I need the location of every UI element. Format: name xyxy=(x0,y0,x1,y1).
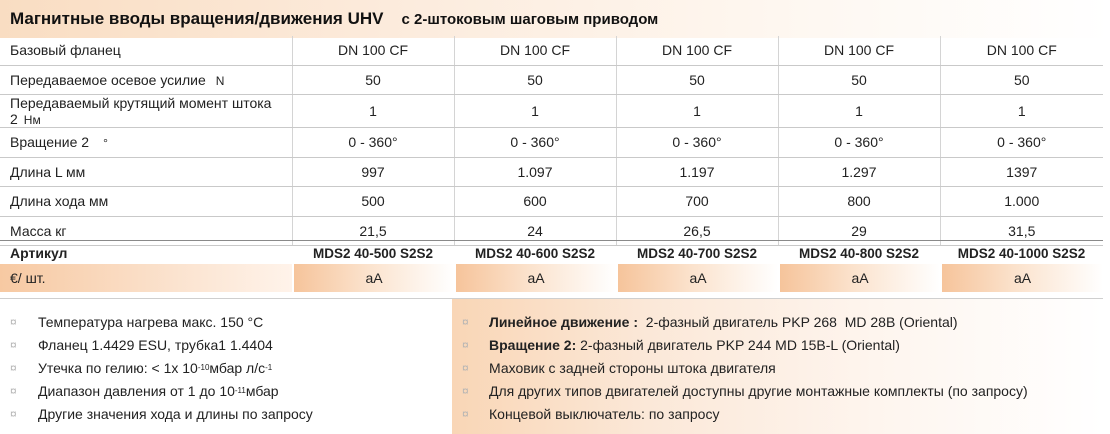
article-code: MDS2 40-1000 S2S2 xyxy=(957,245,1086,261)
bullet-icon: ¤ xyxy=(462,407,469,421)
spec-value: 1.000 xyxy=(940,187,1103,217)
spec-value: 50 xyxy=(940,65,1103,95)
spec-value: 50 xyxy=(292,65,454,95)
spec-value: 1 xyxy=(454,95,616,128)
note-item: ¤ Фланец 1.4429 ESU, трубка1 1.4404 xyxy=(10,337,273,353)
spec-label: Длина хода мм xyxy=(0,187,292,217)
spec-value: 50 xyxy=(454,65,616,95)
notes-section xyxy=(0,298,1103,434)
spec-label: Вращение 2 ° xyxy=(0,128,292,158)
price-value: aA xyxy=(618,264,778,292)
bullet-icon: ¤ xyxy=(10,407,17,421)
spec-value: 1.297 xyxy=(778,157,940,187)
price-value: aA xyxy=(942,264,1103,292)
spec-row-axial-force xyxy=(0,65,1103,95)
spec-value: 50 xyxy=(616,65,778,95)
article-code: MDS2 40-600 S2S2 xyxy=(474,245,596,261)
note-item: ¤ Концевой выключатель: по запросу xyxy=(462,406,720,422)
spec-value: 500 xyxy=(292,187,454,217)
bullet-icon: ¤ xyxy=(462,338,469,352)
bullet-icon: ¤ xyxy=(10,384,17,398)
spec-unit: N xyxy=(215,73,225,88)
spec-value: 26,5 xyxy=(616,216,778,246)
article-header-row xyxy=(0,240,1103,265)
price-value: aA xyxy=(780,264,940,292)
bullet-icon: ¤ xyxy=(10,315,17,329)
spec-row-torque xyxy=(0,95,1103,128)
note-item: ¤ Температура нагрева макс. 150 °C xyxy=(10,314,264,330)
spec-value: 0 - 360° xyxy=(616,128,778,158)
price-value: aA xyxy=(294,264,454,292)
note-item: ¤ Другие значения хода и длины по запросу xyxy=(10,406,313,422)
title-band xyxy=(0,0,1110,38)
article-label: Артикул xyxy=(10,245,68,261)
article-code: MDS2 40-500 S2S2 xyxy=(312,245,434,261)
notes-left-column xyxy=(0,299,452,434)
spec-table xyxy=(0,36,1103,246)
article-code: MDS2 40-800 S2S2 xyxy=(798,245,920,261)
spec-label: Базовый фланец xyxy=(0,36,292,65)
spec-label: Передаваемое осевое усилие N xyxy=(0,65,292,95)
spec-value: DN 100 CF xyxy=(454,36,616,65)
spec-label: Передаваемый крутящий момент штока 2 Нм xyxy=(0,95,292,128)
spec-row-length xyxy=(0,157,1103,187)
spec-value: DN 100 CF xyxy=(778,36,940,65)
spec-row-flange xyxy=(0,36,1103,65)
spec-value: 50 xyxy=(778,65,940,95)
spec-value: 29 xyxy=(778,216,940,246)
bullet-icon: ¤ xyxy=(10,361,17,375)
spec-value: 1397 xyxy=(940,157,1103,187)
spec-value: DN 100 CF xyxy=(940,36,1103,65)
article-code: MDS2 40-700 S2S2 xyxy=(636,245,758,261)
spec-value: 0 - 360° xyxy=(292,128,454,158)
spec-value: 1 xyxy=(940,95,1103,128)
spec-value: 1 xyxy=(778,95,940,128)
spec-value: 1.197 xyxy=(616,157,778,187)
spec-value: 997 xyxy=(292,157,454,187)
spec-value: 21,5 xyxy=(292,216,454,246)
spec-value: 1 xyxy=(616,95,778,128)
bullet-icon: ¤ xyxy=(462,315,469,329)
bullet-icon: ¤ xyxy=(10,338,17,352)
spec-row-rotation xyxy=(0,128,1103,158)
page-subtitle: с 2-штоковым шаговым приводом xyxy=(401,10,659,28)
spec-value: DN 100 CF xyxy=(292,36,454,65)
price-value: aA xyxy=(456,264,616,292)
spec-value: 800 xyxy=(778,187,940,217)
spec-value: 31,5 xyxy=(940,216,1103,246)
note-item: ¤ Вращение 2: 2-фазный двигатель PKP 244 MD 15B-L (Oriental) xyxy=(462,337,900,353)
bullet-icon: ¤ xyxy=(462,361,469,375)
spec-value: 600 xyxy=(454,187,616,217)
note-item: ¤ Утечка по гелию: < 1x 10 -10 мбар л/с -1 xyxy=(10,360,273,376)
spec-value: 24 xyxy=(454,216,616,246)
spec-value: 1 xyxy=(292,95,454,128)
spec-unit: ° xyxy=(103,136,108,151)
note-item: ¤ Линейное движение : 2-фазный двигатель PKP 268 MD 28B (Oriental) xyxy=(462,314,958,330)
notes-right-column xyxy=(452,299,1103,434)
price-row xyxy=(0,264,1103,292)
note-item: ¤ Для других типов двигателей доступны другие монтажные комплекты (по запросу) xyxy=(462,383,1028,399)
spec-unit: Нм xyxy=(23,113,41,127)
spec-value: 0 - 360° xyxy=(778,128,940,158)
spec-value: 1.097 xyxy=(454,157,616,187)
spec-row-stroke xyxy=(0,187,1103,217)
bullet-icon: ¤ xyxy=(462,384,469,398)
spec-value: 0 - 360° xyxy=(454,128,616,158)
spec-value: 0 - 360° xyxy=(940,128,1103,158)
spec-label: Длина L мм xyxy=(0,157,292,187)
spec-value: DN 100 CF xyxy=(616,36,778,65)
price-label: €/ шт. xyxy=(0,264,292,292)
spec-label: Масса кг xyxy=(0,216,292,246)
spec-value: 700 xyxy=(616,187,778,217)
note-item: ¤ Диапазон давления от 1 до 10 -11 мбар xyxy=(10,383,279,399)
page-title: Магнитные вводы вращения/движения UHV xyxy=(10,9,384,28)
note-item: ¤ Маховик с задней стороны штока двигателя xyxy=(462,360,776,376)
